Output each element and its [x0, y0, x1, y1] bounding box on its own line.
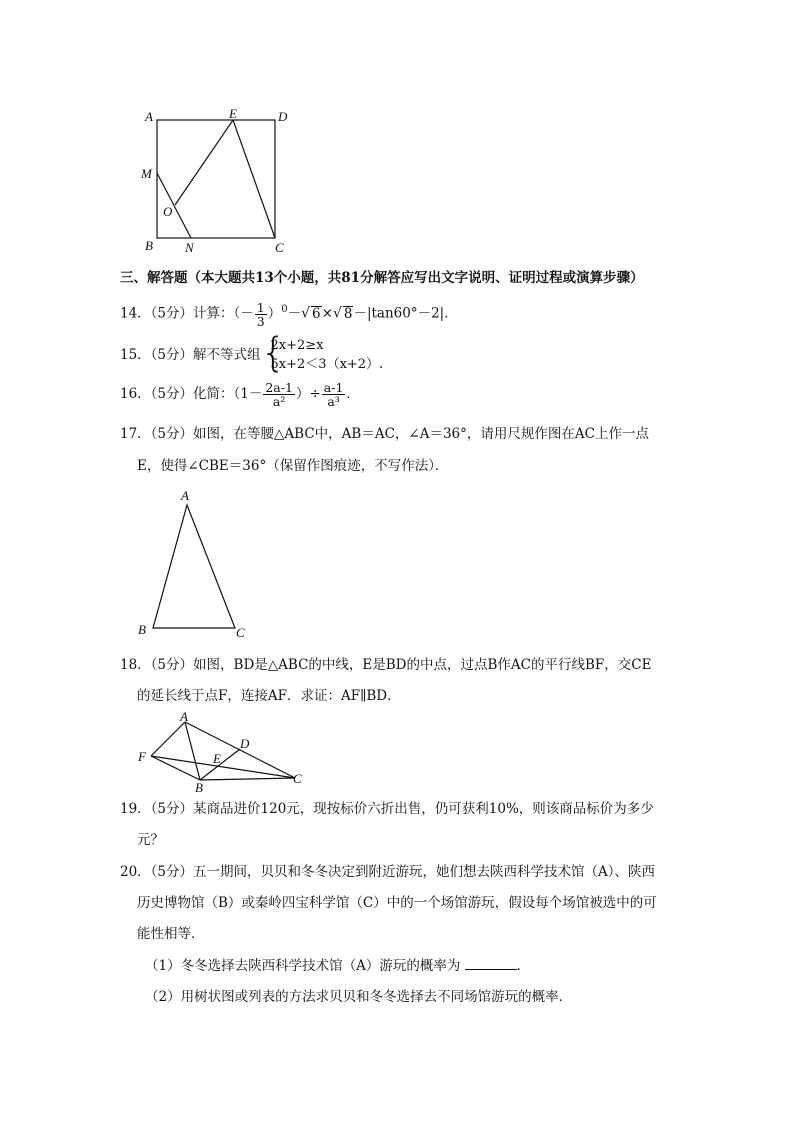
label-m: M — [141, 166, 152, 181]
quadrilateral-figure — [135, 708, 315, 798]
question-15: 15．（5分）解不等式组 { 2x+2≥x 5x+2＜3（x+2） ． — [120, 330, 393, 376]
label-n: N — [185, 240, 194, 255]
question-18-line2: 的延长线于点F，连接AF．求证：AF∥BD． — [137, 688, 401, 704]
segment-eo — [175, 120, 233, 205]
label-a: A — [145, 109, 153, 124]
label-c: C — [275, 240, 284, 255]
label-c: C — [236, 625, 245, 640]
label-e: E — [229, 106, 237, 121]
square-figure — [135, 100, 295, 260]
segment-ec — [233, 120, 275, 238]
question-20-line3: 能性相等． — [137, 926, 205, 942]
label-a: A — [180, 709, 188, 724]
label-d: D — [240, 736, 250, 751]
fraction-one-third: $\frac{1}{3}$ — [256, 299, 265, 329]
label-b: B — [195, 780, 203, 795]
label-d: D — [278, 109, 288, 124]
question-19-line1: 19．（5分）某商品进价120元，现按标价六折出售，仍可获利10%，则该商品标价为多少 — [120, 801, 654, 817]
answer-blank — [465, 957, 517, 970]
question-19-line2: 元？ — [137, 832, 164, 848]
label-f: F — [138, 749, 146, 764]
question-16: 16．（5分）化简：（1－ $\frac{2a-1}{\text{a²}}$ ）÷ $\frac{a-1}{\text{a³}}$ ． — [120, 380, 360, 409]
question-17-line2: E，使得∠CBE＝36°（保留作图痕迹，不写作法）． — [137, 458, 449, 474]
label-b: B — [145, 238, 153, 253]
label-a: A — [181, 488, 189, 503]
question-18-line1: 18．（5分）如图，BD是△ABC的中线，E是BD的中点，过点B作AC的平行线BF，交CE — [120, 657, 652, 673]
fraction-2a-1-over-a2: $\frac{2a-1}{\text{a²}}$ — [265, 380, 293, 409]
label-o: O — [163, 204, 173, 219]
triangle-abc — [153, 505, 235, 628]
section-title: 三、解答题（本大题共13个小题，共81分解答应写出文字说明、证明过程或演算步骤） — [120, 270, 644, 286]
label-b: B — [138, 622, 146, 637]
fraction-a-1-over-a3: $\frac{a-1}{\text{a³}}$ — [323, 380, 344, 409]
question-20-sub1: （1）冬冬选择去陕西科学技术馆（A）游玩的概率为 ． — [145, 958, 531, 974]
question-17-line1: 17．（5分）如图，在等腰△ABC中，AB＝AC，∠A＝36°，请用尺规作图在AC上作一点 — [120, 426, 649, 442]
question-14: 14．（5分）计算：（－ $\frac{1}{3}$ ）$^0$－√ 6×√ 8－|tan60°－2|． — [120, 299, 458, 329]
inequality-system: { 2x+2≥x 5x+2＜3（x+2） — [260, 330, 380, 376]
label-c: C — [293, 771, 302, 786]
square-abcd — [157, 120, 275, 238]
question-20-line2: 历史博物馆（B）或秦岭四宝科学馆（C）中的一个场馆游玩，假设每个场馆被选中的可 — [137, 895, 657, 911]
isosceles-triangle-figure — [135, 485, 255, 645]
label-e: E — [213, 751, 221, 766]
question-20-line1: 20．（5分）五一期间，贝贝和冬冬决定到附近游玩，她们想去陕西科学技术馆（A）、陕西 — [120, 864, 656, 880]
question-20-sub2: （2）用树状图或列表的方法求贝贝和冬冬选择去不同场馆游玩的概率． — [145, 989, 573, 1005]
